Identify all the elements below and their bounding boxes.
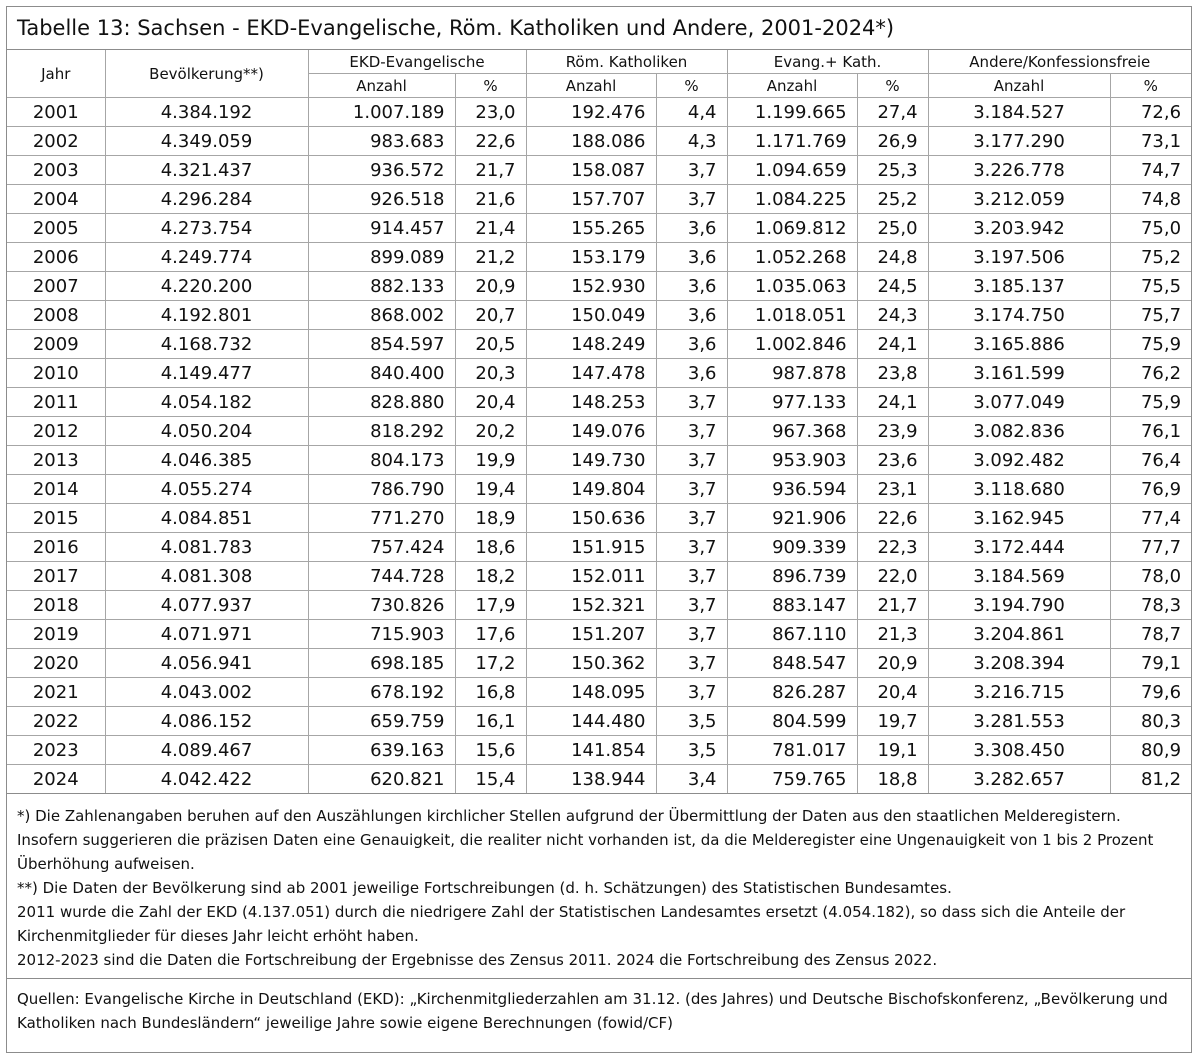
cell-evkath-prozent: 25,2 <box>857 185 928 214</box>
cell-andere-anzahl: 3.197.506 <box>928 243 1110 272</box>
cell-ekd-anzahl: 804.173 <box>308 446 455 475</box>
cell-ekd-prozent: 20,2 <box>455 417 526 446</box>
footnote: *) Die Zahlenangaben beruhen auf den Auszählungen kirchlicher Stellen aufgrund der Übermittlung der Daten aus den staatlichen Melderegistern. Insofern suggerieren die präzisen Daten eine Genauigkeit, die realiter nicht vorhanden ist, da die Melderegister eine Ungenauigkeit von 1 bis 2 Prozent Überhöhung aufweisen. <box>17 807 1154 873</box>
cell-rk-anzahl: 152.930 <box>526 272 656 301</box>
cell-andere-anzahl: 3.118.680 <box>928 475 1110 504</box>
cell-ekd-prozent: 21,7 <box>455 156 526 185</box>
cell-evkath-anzahl: 1.052.268 <box>727 243 857 272</box>
cell-ekd-anzahl: 828.880 <box>308 388 455 417</box>
cell-jahr: 2005 <box>7 214 105 243</box>
cell-ekd-prozent: 20,3 <box>455 359 526 388</box>
cell-bevoelkerung: 4.046.385 <box>105 446 308 475</box>
cell-evkath-anzahl: 826.287 <box>727 678 857 707</box>
cell-rk-prozent: 3,7 <box>656 417 727 446</box>
footnote: 2011 wurde die Zahl der EKD (4.137.051) durch die niedrigere Zahl der Statistischen Landesamtes ersetzt (4.054.182), so dass sich die Anteile der Kirchenmitglieder für dieses Jahr leicht erhöht haben. <box>17 903 1126 945</box>
table-row <box>7 562 1191 591</box>
cell-ekd-prozent: 17,2 <box>455 649 526 678</box>
cell-andere-prozent: 81,2 <box>1110 765 1191 794</box>
cell-evkath-prozent: 24,3 <box>857 301 928 330</box>
cell-jahr: 2003 <box>7 156 105 185</box>
cell-ekd-prozent: 19,9 <box>455 446 526 475</box>
cell-evkath-prozent: 23,1 <box>857 475 928 504</box>
cell-rk-prozent: 3,7 <box>656 156 727 185</box>
cell-ekd-prozent: 21,4 <box>455 214 526 243</box>
cell-andere-anzahl: 3.174.750 <box>928 301 1110 330</box>
cell-bevoelkerung: 4.081.308 <box>105 562 308 591</box>
cell-evkath-prozent: 20,9 <box>857 649 928 678</box>
cell-ekd-prozent: 17,6 <box>455 620 526 649</box>
cell-andere-prozent: 77,7 <box>1110 533 1191 562</box>
table-row <box>7 736 1191 765</box>
cell-bevoelkerung: 4.149.477 <box>105 359 308 388</box>
cell-evkath-prozent: 23,6 <box>857 446 928 475</box>
cell-rk-prozent: 3,7 <box>656 649 727 678</box>
cell-rk-prozent: 3,7 <box>656 185 727 214</box>
cell-andere-anzahl: 3.092.482 <box>928 446 1110 475</box>
table-row <box>7 620 1191 649</box>
table-body <box>7 98 1191 794</box>
footnotes <box>7 793 1191 978</box>
cell-jahr: 2001 <box>7 98 105 127</box>
cell-andere-anzahl: 3.165.886 <box>928 330 1110 359</box>
cell-bevoelkerung: 4.077.937 <box>105 591 308 620</box>
cell-andere-anzahl: 3.212.059 <box>928 185 1110 214</box>
cell-evkath-anzahl: 1.069.812 <box>727 214 857 243</box>
cell-rk-anzahl: 158.087 <box>526 156 656 185</box>
cell-jahr: 2007 <box>7 272 105 301</box>
table-row <box>7 707 1191 736</box>
cell-evkath-anzahl: 1.002.846 <box>727 330 857 359</box>
cell-andere-anzahl: 3.281.553 <box>928 707 1110 736</box>
header-bevoelkerung: Bevölkerung**) <box>105 50 308 98</box>
cell-ekd-prozent: 19,4 <box>455 475 526 504</box>
cell-jahr: 2010 <box>7 359 105 388</box>
header-rk: Röm. Katholiken <box>526 50 727 74</box>
cell-rk-prozent: 3,6 <box>656 359 727 388</box>
cell-andere-anzahl: 3.282.657 <box>928 765 1110 794</box>
cell-evkath-anzahl: 936.594 <box>727 475 857 504</box>
cell-jahr: 2022 <box>7 707 105 736</box>
cell-evkath-anzahl: 883.147 <box>727 591 857 620</box>
cell-rk-prozent: 3,7 <box>656 475 727 504</box>
cell-andere-prozent: 75,5 <box>1110 272 1191 301</box>
cell-rk-prozent: 3,7 <box>656 388 727 417</box>
table-header <box>7 50 1191 98</box>
cell-ekd-anzahl: 818.292 <box>308 417 455 446</box>
cell-jahr: 2017 <box>7 562 105 591</box>
cell-bevoelkerung: 4.249.774 <box>105 243 308 272</box>
cell-bevoelkerung: 4.220.200 <box>105 272 308 301</box>
cell-jahr: 2016 <box>7 533 105 562</box>
cell-ekd-prozent: 18,9 <box>455 504 526 533</box>
table-row <box>7 649 1191 678</box>
cell-jahr: 2013 <box>7 446 105 475</box>
cell-ekd-anzahl: 678.192 <box>308 678 455 707</box>
header-evkath: Evang.+ Kath. <box>727 50 928 74</box>
table-row <box>7 330 1191 359</box>
table-row <box>7 185 1191 214</box>
cell-jahr: 2004 <box>7 185 105 214</box>
cell-ekd-anzahl: 659.759 <box>308 707 455 736</box>
cell-jahr: 2002 <box>7 127 105 156</box>
cell-ekd-prozent: 16,8 <box>455 678 526 707</box>
cell-rk-prozent: 3,6 <box>656 214 727 243</box>
cell-rk-anzahl: 138.944 <box>526 765 656 794</box>
cell-jahr: 2014 <box>7 475 105 504</box>
cell-andere-prozent: 78,3 <box>1110 591 1191 620</box>
cell-rk-anzahl: 151.915 <box>526 533 656 562</box>
cell-evkath-prozent: 26,9 <box>857 127 928 156</box>
cell-andere-anzahl: 3.216.715 <box>928 678 1110 707</box>
cell-bevoelkerung: 4.042.422 <box>105 765 308 794</box>
cell-ekd-prozent: 18,2 <box>455 562 526 591</box>
cell-rk-anzahl: 153.179 <box>526 243 656 272</box>
cell-rk-anzahl: 150.636 <box>526 504 656 533</box>
table-row <box>7 98 1191 127</box>
cell-rk-anzahl: 152.321 <box>526 591 656 620</box>
cell-rk-prozent: 3,5 <box>656 707 727 736</box>
table-row <box>7 446 1191 475</box>
cell-bevoelkerung: 4.056.941 <box>105 649 308 678</box>
cell-evkath-prozent: 23,9 <box>857 417 928 446</box>
cell-ekd-prozent: 16,1 <box>455 707 526 736</box>
cell-andere-prozent: 76,4 <box>1110 446 1191 475</box>
cell-bevoelkerung: 4.081.783 <box>105 533 308 562</box>
cell-ekd-anzahl: 1.007.189 <box>308 98 455 127</box>
cell-jahr: 2008 <box>7 301 105 330</box>
cell-andere-anzahl: 3.185.137 <box>928 272 1110 301</box>
cell-rk-prozent: 3,6 <box>656 301 727 330</box>
cell-rk-anzahl: 188.086 <box>526 127 656 156</box>
cell-evkath-prozent: 25,3 <box>857 156 928 185</box>
cell-rk-anzahl: 147.478 <box>526 359 656 388</box>
cell-evkath-anzahl: 759.765 <box>727 765 857 794</box>
cell-andere-prozent: 80,3 <box>1110 707 1191 736</box>
cell-evkath-prozent: 22,3 <box>857 533 928 562</box>
cell-evkath-anzahl: 848.547 <box>727 649 857 678</box>
cell-ekd-anzahl: 620.821 <box>308 765 455 794</box>
header-jahr: Jahr <box>7 50 105 98</box>
sources <box>7 978 1191 1035</box>
cell-andere-anzahl: 3.194.790 <box>928 591 1110 620</box>
cell-evkath-prozent: 22,6 <box>857 504 928 533</box>
cell-andere-anzahl: 3.308.450 <box>928 736 1110 765</box>
cell-andere-prozent: 74,8 <box>1110 185 1191 214</box>
table-row <box>7 388 1191 417</box>
cell-andere-prozent: 79,6 <box>1110 678 1191 707</box>
cell-bevoelkerung: 4.296.284 <box>105 185 308 214</box>
cell-evkath-prozent: 23,8 <box>857 359 928 388</box>
cell-andere-prozent: 76,2 <box>1110 359 1191 388</box>
cell-andere-prozent: 72,6 <box>1110 98 1191 127</box>
cell-evkath-prozent: 24,1 <box>857 330 928 359</box>
cell-jahr: 2011 <box>7 388 105 417</box>
cell-andere-prozent: 75,2 <box>1110 243 1191 272</box>
cell-ekd-prozent: 17,9 <box>455 591 526 620</box>
cell-ekd-prozent: 20,9 <box>455 272 526 301</box>
cell-rk-prozent: 3,7 <box>656 678 727 707</box>
table-row <box>7 591 1191 620</box>
cell-andere-prozent: 75,7 <box>1110 301 1191 330</box>
table-row <box>7 301 1191 330</box>
cell-ekd-anzahl: 715.903 <box>308 620 455 649</box>
table-row <box>7 504 1191 533</box>
cell-rk-anzahl: 144.480 <box>526 707 656 736</box>
cell-evkath-prozent: 19,7 <box>857 707 928 736</box>
cell-jahr: 2019 <box>7 620 105 649</box>
cell-evkath-prozent: 19,1 <box>857 736 928 765</box>
cell-ekd-anzahl: 730.826 <box>308 591 455 620</box>
cell-jahr: 2018 <box>7 591 105 620</box>
cell-evkath-anzahl: 1.171.769 <box>727 127 857 156</box>
footnote: 2012-2023 sind die Daten die Fortschreibung der Ergebnisse des Zensus 2011. 2024 die Fortschreibung des Zensus 2022. <box>17 951 938 969</box>
subheader-rk-anzahl: Anzahl <box>526 74 656 98</box>
table-row <box>7 765 1191 794</box>
cell-ekd-anzahl: 914.457 <box>308 214 455 243</box>
cell-rk-prozent: 3,7 <box>656 620 727 649</box>
cell-jahr: 2021 <box>7 678 105 707</box>
cell-ekd-anzahl: 983.683 <box>308 127 455 156</box>
cell-ekd-anzahl: 771.270 <box>308 504 455 533</box>
cell-bevoelkerung: 4.349.059 <box>105 127 308 156</box>
cell-evkath-anzahl: 896.739 <box>727 562 857 591</box>
cell-bevoelkerung: 4.055.274 <box>105 475 308 504</box>
cell-bevoelkerung: 4.192.801 <box>105 301 308 330</box>
cell-bevoelkerung: 4.054.182 <box>105 388 308 417</box>
cell-bevoelkerung: 4.089.467 <box>105 736 308 765</box>
cell-ekd-prozent: 15,6 <box>455 736 526 765</box>
cell-ekd-prozent: 23,0 <box>455 98 526 127</box>
cell-ekd-anzahl: 854.597 <box>308 330 455 359</box>
cell-evkath-prozent: 27,4 <box>857 98 928 127</box>
cell-rk-anzahl: 149.804 <box>526 475 656 504</box>
cell-andere-anzahl: 3.077.049 <box>928 388 1110 417</box>
cell-ekd-prozent: 20,4 <box>455 388 526 417</box>
cell-ekd-anzahl: 840.400 <box>308 359 455 388</box>
subheader-rk-prozent: % <box>656 74 727 98</box>
cell-rk-prozent: 3,6 <box>656 330 727 359</box>
cell-andere-anzahl: 3.184.527 <box>928 98 1110 127</box>
cell-rk-prozent: 3,7 <box>656 504 727 533</box>
cell-bevoelkerung: 4.050.204 <box>105 417 308 446</box>
table-row <box>7 417 1191 446</box>
table-row <box>7 156 1191 185</box>
cell-rk-anzahl: 152.011 <box>526 562 656 591</box>
cell-bevoelkerung: 4.273.754 <box>105 214 308 243</box>
cell-jahr: 2020 <box>7 649 105 678</box>
cell-andere-prozent: 75,0 <box>1110 214 1191 243</box>
cell-evkath-prozent: 24,5 <box>857 272 928 301</box>
cell-andere-anzahl: 3.208.394 <box>928 649 1110 678</box>
cell-jahr: 2015 <box>7 504 105 533</box>
cell-andere-prozent: 75,9 <box>1110 388 1191 417</box>
subheader-evkath-anzahl: Anzahl <box>727 74 857 98</box>
cell-rk-prozent: 3,4 <box>656 765 727 794</box>
cell-rk-anzahl: 141.854 <box>526 736 656 765</box>
table-title: Tabelle 13: Sachsen - EKD-Evangelische, Röm. Katholiken und Andere, 2001-2024*) <box>7 7 1191 50</box>
header-andere: Andere/Konfessionsfreie <box>928 50 1191 74</box>
subheader-andere-prozent: % <box>1110 74 1191 98</box>
cell-evkath-anzahl: 1.035.063 <box>727 272 857 301</box>
cell-andere-prozent: 76,1 <box>1110 417 1191 446</box>
cell-andere-anzahl: 3.184.569 <box>928 562 1110 591</box>
cell-jahr: 2024 <box>7 765 105 794</box>
cell-jahr: 2023 <box>7 736 105 765</box>
cell-ekd-prozent: 22,6 <box>455 127 526 156</box>
cell-rk-anzahl: 157.707 <box>526 185 656 214</box>
cell-rk-anzahl: 149.730 <box>526 446 656 475</box>
cell-rk-anzahl: 148.095 <box>526 678 656 707</box>
cell-rk-anzahl: 148.249 <box>526 330 656 359</box>
cell-bevoelkerung: 4.084.851 <box>105 504 308 533</box>
cell-ekd-anzahl: 698.185 <box>308 649 455 678</box>
table-row <box>7 533 1191 562</box>
cell-bevoelkerung: 4.168.732 <box>105 330 308 359</box>
cell-rk-anzahl: 192.476 <box>526 98 656 127</box>
cell-ekd-anzahl: 639.163 <box>308 736 455 765</box>
cell-andere-prozent: 76,9 <box>1110 475 1191 504</box>
cell-ekd-prozent: 18,6 <box>455 533 526 562</box>
cell-bevoelkerung: 4.321.437 <box>105 156 308 185</box>
cell-rk-prozent: 3,6 <box>656 243 727 272</box>
cell-ekd-anzahl: 757.424 <box>308 533 455 562</box>
cell-ekd-anzahl: 899.089 <box>308 243 455 272</box>
cell-evkath-anzahl: 1.094.659 <box>727 156 857 185</box>
cell-bevoelkerung: 4.043.002 <box>105 678 308 707</box>
cell-ekd-anzahl: 868.002 <box>308 301 455 330</box>
cell-ekd-anzahl: 882.133 <box>308 272 455 301</box>
cell-jahr: 2006 <box>7 243 105 272</box>
cell-rk-anzahl: 155.265 <box>526 214 656 243</box>
cell-ekd-anzahl: 936.572 <box>308 156 455 185</box>
table-row <box>7 243 1191 272</box>
cell-ekd-prozent: 20,7 <box>455 301 526 330</box>
cell-evkath-prozent: 25,0 <box>857 214 928 243</box>
cell-evkath-prozent: 24,1 <box>857 388 928 417</box>
subheader-andere-anzahl: Anzahl <box>928 74 1110 98</box>
cell-ekd-anzahl: 926.518 <box>308 185 455 214</box>
cell-andere-anzahl: 3.177.290 <box>928 127 1110 156</box>
cell-andere-anzahl: 3.172.444 <box>928 533 1110 562</box>
cell-evkath-anzahl: 804.599 <box>727 707 857 736</box>
cell-evkath-anzahl: 867.110 <box>727 620 857 649</box>
cell-andere-prozent: 78,7 <box>1110 620 1191 649</box>
table-row <box>7 272 1191 301</box>
cell-ekd-prozent: 21,6 <box>455 185 526 214</box>
cell-evkath-prozent: 20,4 <box>857 678 928 707</box>
subheader-ekd-anzahl: Anzahl <box>308 74 455 98</box>
cell-rk-prozent: 4,4 <box>656 98 727 127</box>
cell-evkath-anzahl: 909.339 <box>727 533 857 562</box>
cell-bevoelkerung: 4.071.971 <box>105 620 308 649</box>
table-row <box>7 214 1191 243</box>
cell-andere-prozent: 75,9 <box>1110 330 1191 359</box>
cell-andere-prozent: 77,4 <box>1110 504 1191 533</box>
cell-andere-anzahl: 3.162.945 <box>928 504 1110 533</box>
cell-evkath-prozent: 21,7 <box>857 591 928 620</box>
table-row <box>7 127 1191 156</box>
subheader-evkath-prozent: % <box>857 74 928 98</box>
table-frame <box>6 6 1192 1053</box>
cell-rk-anzahl: 150.362 <box>526 649 656 678</box>
table-row <box>7 475 1191 504</box>
header-ekd: EKD-Evangelische <box>308 50 526 74</box>
cell-ekd-prozent: 20,5 <box>455 330 526 359</box>
cell-rk-prozent: 3,7 <box>656 591 727 620</box>
cell-ekd-prozent: 15,4 <box>455 765 526 794</box>
cell-jahr: 2009 <box>7 330 105 359</box>
cell-andere-prozent: 73,1 <box>1110 127 1191 156</box>
cell-evkath-anzahl: 1.084.225 <box>727 185 857 214</box>
cell-ekd-prozent: 21,2 <box>455 243 526 272</box>
cell-evkath-anzahl: 1.199.665 <box>727 98 857 127</box>
cell-andere-anzahl: 3.082.836 <box>928 417 1110 446</box>
cell-rk-prozent: 3,6 <box>656 272 727 301</box>
cell-andere-prozent: 78,0 <box>1110 562 1191 591</box>
cell-evkath-anzahl: 781.017 <box>727 736 857 765</box>
table-row <box>7 678 1191 707</box>
cell-jahr: 2012 <box>7 417 105 446</box>
cell-rk-anzahl: 150.049 <box>526 301 656 330</box>
cell-evkath-anzahl: 1.018.051 <box>727 301 857 330</box>
cell-evkath-anzahl: 953.903 <box>727 446 857 475</box>
cell-andere-anzahl: 3.161.599 <box>928 359 1110 388</box>
cell-evkath-prozent: 24,8 <box>857 243 928 272</box>
cell-rk-prozent: 3,5 <box>656 736 727 765</box>
cell-rk-prozent: 4,3 <box>656 127 727 156</box>
data-table <box>7 50 1191 793</box>
cell-evkath-anzahl: 967.368 <box>727 417 857 446</box>
cell-evkath-prozent: 21,3 <box>857 620 928 649</box>
cell-rk-prozent: 3,7 <box>656 562 727 591</box>
cell-andere-anzahl: 3.203.942 <box>928 214 1110 243</box>
cell-andere-prozent: 74,7 <box>1110 156 1191 185</box>
sources-text: Quellen: Evangelische Kirche in Deutschland (EKD): „Kirchenmitgliederzahlen am 31.12. (des Jahres) und Deutsche Bischofskonferenz, „Bevölkerung und Katholiken nach Bundesländern“ jeweilige Jahre sowie eigene Berechnungen (fowid/CF) <box>17 990 1168 1032</box>
cell-ekd-anzahl: 786.790 <box>308 475 455 504</box>
cell-andere-prozent: 79,1 <box>1110 649 1191 678</box>
cell-bevoelkerung: 4.384.192 <box>105 98 308 127</box>
cell-rk-anzahl: 148.253 <box>526 388 656 417</box>
cell-rk-anzahl: 151.207 <box>526 620 656 649</box>
cell-evkath-anzahl: 987.878 <box>727 359 857 388</box>
cell-andere-prozent: 80,9 <box>1110 736 1191 765</box>
subheader-ekd-prozent: % <box>455 74 526 98</box>
cell-andere-anzahl: 3.226.778 <box>928 156 1110 185</box>
cell-rk-prozent: 3,7 <box>656 533 727 562</box>
cell-ekd-anzahl: 744.728 <box>308 562 455 591</box>
cell-andere-anzahl: 3.204.861 <box>928 620 1110 649</box>
cell-evkath-anzahl: 921.906 <box>727 504 857 533</box>
footnote: **) Die Daten der Bevölkerung sind ab 2001 jeweilige Fortschreibungen (d. h. Schätzungen) des Statistischen Bundesamtes. <box>17 879 952 897</box>
cell-rk-prozent: 3,7 <box>656 446 727 475</box>
cell-rk-anzahl: 149.076 <box>526 417 656 446</box>
cell-evkath-anzahl: 977.133 <box>727 388 857 417</box>
cell-evkath-prozent: 18,8 <box>857 765 928 794</box>
cell-evkath-prozent: 22,0 <box>857 562 928 591</box>
cell-bevoelkerung: 4.086.152 <box>105 707 308 736</box>
table-row <box>7 359 1191 388</box>
